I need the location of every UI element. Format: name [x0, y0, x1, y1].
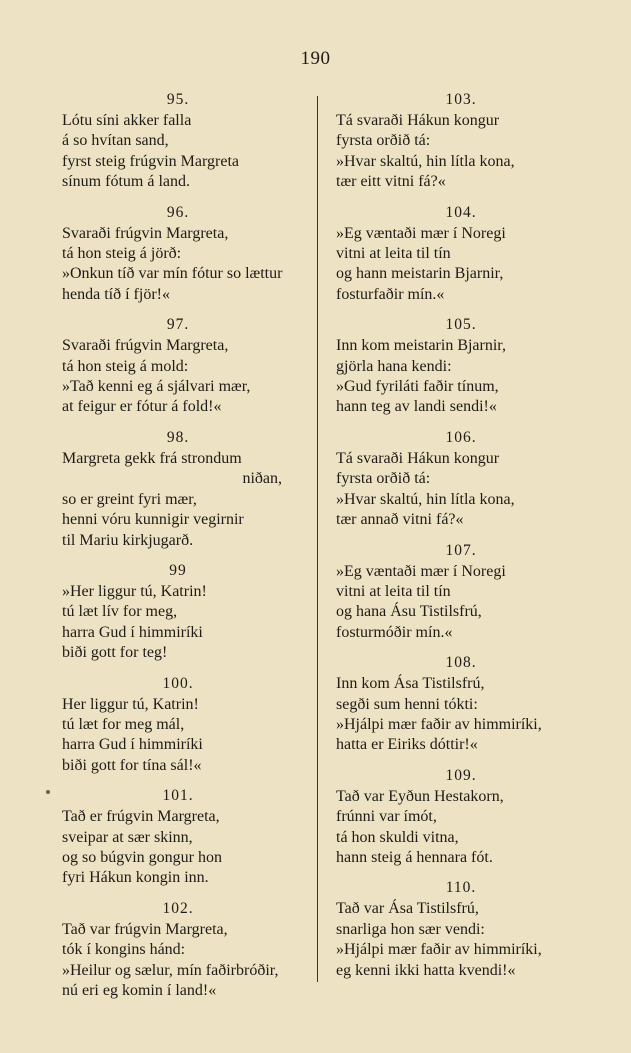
verse-line: á so hvítan sand, — [62, 132, 169, 150]
verse-line: henda tíð í fjör!« — [62, 285, 170, 303]
verse-line: fosturmóðir mín.« — [336, 623, 453, 641]
stanza-number: 101. — [162, 787, 194, 805]
stanza-number: 109. — [445, 766, 477, 784]
verse-line: Margreta gekk frá strondum — [62, 449, 242, 467]
verse-line: fyrsta orðið tá: — [336, 132, 431, 150]
stanza — [62, 203, 294, 306]
stanza — [336, 541, 586, 644]
verse-line: »Eg væntaði mær í Noregi — [336, 224, 506, 242]
verse-line: at feigur er fótur á fold!« — [62, 398, 222, 416]
verse-line: fyrsta orðið tá: — [336, 470, 431, 488]
right-column — [336, 90, 586, 991]
verse-line: »Eg væntaði mær í Noregi — [336, 562, 506, 580]
verse-line: »Her liggur tú, Katrin! — [62, 582, 207, 600]
stanza-number: 97. — [166, 316, 190, 334]
stanza — [62, 674, 294, 777]
verse-line: »Tað kenni eg á sjálvari mær, — [62, 378, 251, 396]
verse-line: sveipar at sær skinn, — [62, 828, 193, 846]
verse-line: »Hjálpi mær faðir av himmiríki, — [336, 941, 542, 959]
verse-line: Her liggur tú, Katrin! — [62, 695, 199, 713]
stanza — [62, 428, 294, 551]
verse-line: nú eri eg komin í land!« — [62, 982, 217, 999]
verse-line: tá hon steig á jörð: — [62, 245, 182, 263]
verse-line: Tá svaraði Hákun kongur — [336, 449, 500, 467]
verse-line: so er greint fyri mær, — [62, 490, 197, 508]
verse-line: Tað er frúgvin Margreta, — [62, 808, 220, 826]
verse-line: henni vóru kunnigir vegirnir — [62, 511, 244, 529]
stanza — [336, 203, 586, 306]
stanza-number: 98. — [166, 428, 190, 446]
verse-line: hatta er Eiriks dóttir!« — [336, 736, 478, 754]
verse-line: »Hvar skaltú, hin lítla kona, — [336, 152, 515, 170]
verse-line: »Hvar skaltú, hin lítla kona, — [336, 490, 515, 508]
verse-line: tær annað vitni fá?« — [336, 511, 464, 529]
stanza — [336, 653, 586, 756]
verse-line: tær eitt vitni fá?« — [336, 173, 446, 191]
stanza-number: 106. — [445, 428, 477, 446]
verse-line: Tað var frúgvin Margreta, — [62, 920, 228, 938]
stanza — [62, 561, 294, 664]
stanza — [62, 786, 294, 889]
stanza — [62, 90, 294, 193]
margin-mark — [46, 790, 50, 794]
verse-line: hann steig á hennara fót. — [336, 848, 493, 866]
stanza-number: 105. — [445, 316, 477, 334]
column-divider — [317, 96, 318, 982]
verse-line: »Heilur og sælur, mín faðirbróðir, — [62, 961, 279, 979]
verse-line: Lótu síni akker falla — [62, 112, 192, 129]
stanza-number: 104. — [445, 203, 477, 221]
verse-line: Inn kom Ása Tistilsfrú, — [336, 675, 485, 693]
stanza — [336, 90, 586, 193]
verse-line: tú læt lív for meg, — [62, 603, 178, 621]
verse-line: Inn kom meistarin Bjarnir, — [336, 337, 506, 355]
verse-line: tá hon steig á mold: — [62, 357, 189, 375]
verse-line: harra Gud í himmiríki — [62, 736, 203, 754]
verse-line: harra Gud í himmiríki — [62, 623, 203, 641]
verse-line: og hann meistarin Bjarnir, — [336, 265, 504, 283]
stanza — [62, 315, 294, 418]
stanza-number: 107. — [445, 541, 477, 559]
verse-line: og hana Ásu Tistilsfrú, — [336, 603, 482, 621]
verse-line: »Onkun tíð var mín fótur so lættur — [62, 265, 283, 283]
verse-line: tú læt for meg mál, — [62, 715, 185, 733]
verse-line: Tá svaraði Hákun kongur — [336, 112, 500, 129]
stanza — [336, 766, 586, 869]
verse-line: sínum fótum á land. — [62, 173, 190, 191]
stanza-number: 103. — [445, 91, 477, 108]
verse-line: Svaraði frúgvin Margreta, — [62, 337, 229, 355]
verse-line: Tað var Eyðun Hestakorn, — [336, 787, 504, 805]
verse-line: fosturfaðir mín.« — [336, 285, 445, 303]
verse-line: hann teg av landi sendi!« — [336, 398, 497, 416]
verse-line: frúnni var ímót, — [336, 808, 437, 826]
verse-line: Tað var Ása Tistilsfrú, — [336, 900, 479, 918]
stanza-number: 95. — [166, 91, 190, 108]
verse-line: biði gott for teg! — [62, 644, 168, 662]
stanza-number: 108. — [445, 654, 477, 672]
stanza-number: 100. — [162, 674, 194, 692]
verse-line: tá hon skuldi vitna, — [336, 828, 459, 846]
stanza — [336, 878, 586, 981]
verse-line: niðan, — [242, 470, 282, 488]
verse-line: segði sum henni tókti: — [336, 695, 478, 713]
verse-line: »Hjálpi mær faðir av himmiríki, — [336, 715, 542, 733]
stanza-number: 96. — [166, 203, 190, 221]
left-column — [62, 90, 294, 1011]
stanza-number: 102. — [162, 899, 194, 917]
stanza-number: 99 — [169, 561, 187, 579]
verse-line: Svaraði frúgvin Margreta, — [62, 224, 229, 242]
verse-line: vitni at leita til tín — [336, 582, 451, 600]
verse-line: tók í kongins hánd: — [62, 941, 186, 959]
stanza — [336, 428, 586, 531]
verse-line: eg kenni ikki hatta kvendi!« — [336, 961, 516, 979]
verse-line: snarliga hon sær vendi: — [336, 920, 485, 938]
verse-line: til Mariu kirkjugarð. — [62, 531, 194, 549]
verse-line: og so búgvin gongur hon — [62, 848, 222, 866]
verse-line: biði gott for tína sál!« — [62, 756, 202, 774]
page-number: 190 — [300, 48, 331, 69]
stanza-number: 110. — [445, 879, 477, 897]
verse-line: fyri Hákun kongin inn. — [62, 869, 209, 887]
verse-line: »Gud fyriláti faðir tínum, — [336, 378, 499, 396]
stanza — [336, 315, 586, 418]
stanza — [62, 899, 294, 1002]
verse-line: gjörla hana kendi: — [336, 357, 452, 375]
verse-line: fyrst steig frúgvin Margreta — [62, 152, 239, 170]
verse-line: vitni at leita til tín — [336, 245, 451, 263]
